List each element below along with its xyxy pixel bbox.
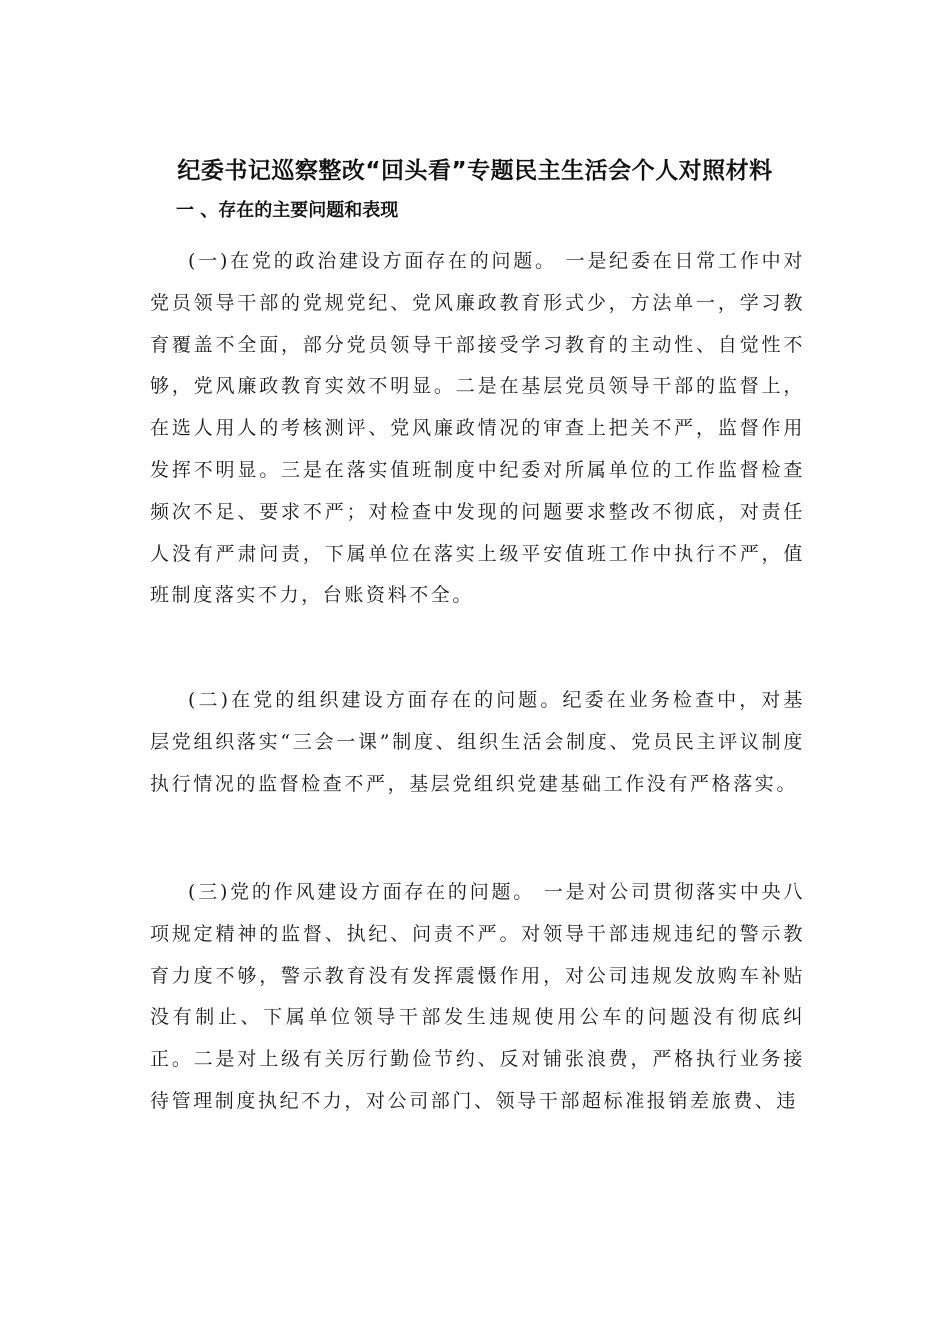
- section-heading: 一 、存在的主要问题和表现: [176, 200, 399, 221]
- paragraph-work-style-construction: (三)党的作风建设方面存在的问题。 一是对公司贯彻落实中央八项规定精神的监督、执纪、问责不严。对领导干部违规违纪的警示教育力度不够，警示教育没有发挥震慑作用，对公司违规发放购车补贴没有制止、下属单位领导干部发生违规使用公车的问题没有彻底纠正。二是对上级有关厉行勤俭节约、反对铺张浪费，严格执行业务接待管理制度执纪不力，对公司部门、领导干部超标准报销差旅费、违: [150, 881, 805, 1112]
- document-title: 纪委书记巡察整改“回头看”专题民主生活会个人对照材料: [177, 158, 773, 184]
- paragraph-political-construction: (一)在党的政治建设方面存在的问题。 一是纪委在日常工作中对党员领导干部的党规党纪、党风廉政教育形式少，方法单一，学习教育覆盖不全面，部分党员领导干部接受学习教育的主动性、自觉性不够，党风廉政教育实效不明显。二是在基层党员领导干部的监督上，在选人用人的考核测评、党风廉政情况的审查上把关不严，监督作用发挥不明显。三是在落实值班制度中纪委对所属单位的工作监督检查频次不足、要求不严；对检查中发现的问题要求整改不彻底，对责任人没有严肃问责，下属单位在落实上级平安值班工作中执行不严，值班制度落实不力，台账资料不全。: [150, 250, 805, 607]
- paragraph-organizational-construction: (二)在党的组织建设方面存在的问题。纪委在业务检查中，对基层党组织落实“三会一课”制度、组织生活会制度、党员民主评议制度执行情况的监督检查不严，基层党组织党建基础工作没有严格落实。: [150, 689, 805, 795]
